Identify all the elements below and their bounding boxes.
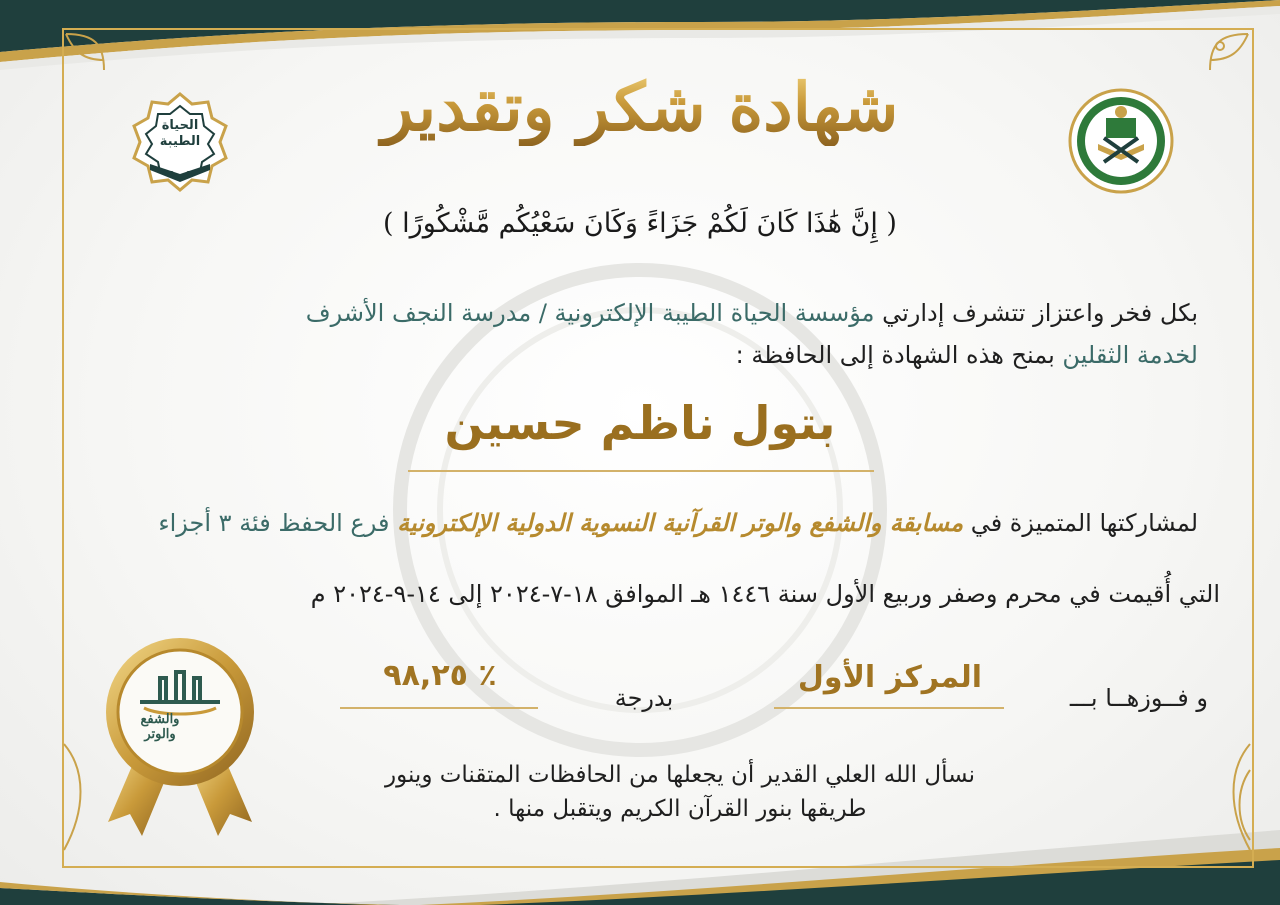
closing-prayer	[300, 758, 1060, 826]
grade-label: بدرجة	[614, 684, 674, 712]
dates-line: التي أُقيمت في محرم وصفر وربيع الأول سنة ١٤٤٦ هـ الموافق ١٨-٧-٢٠٢٤ إلى ١٤-٩-٢٠٢٤ م	[310, 580, 1220, 608]
competition-name: مسابقة والشفع والوتر القرآنية النسوية الدولية الإلكترونية	[397, 508, 964, 537]
corner-ornament-icon	[1188, 740, 1254, 860]
prayer-line-1: نسأل الله العلي القدير أن يجعلها من الحافظات المتقنات وينور	[384, 762, 975, 788]
name-underline	[408, 470, 874, 472]
prayer-line-2: طريقها بنور القرآن الكريم ويتقبل منها .	[493, 796, 867, 822]
recipient-name: بتول ناظم حسين	[444, 396, 836, 450]
score-value: ٪ ٩٨,٢٥	[383, 658, 497, 693]
score-underline	[340, 707, 538, 709]
intro-paragraph	[78, 292, 1198, 376]
participation-text-b: فرع الحفظ فئة ٣ أجزاء	[158, 509, 398, 537]
intro-text-a: بكل فخر واعتزاز تتشرف إدارتي	[874, 299, 1198, 327]
top-decoration	[0, 0, 1280, 70]
quran-verse: ( إِنَّ هَٰذَا كَانَ لَكُمْ جَزَاءً وَكَانَ سَعْيُكُم مَّشْكُورًا )	[383, 208, 897, 239]
intro-text-b: بمنح هذه الشهادة إلى الحافظة :	[735, 341, 1063, 369]
intro-organization-2: لخدمة الثقلين	[1062, 341, 1198, 369]
seal-text: والشفع والوتر	[140, 712, 180, 742]
place-underline	[774, 707, 1004, 709]
won-label: و فــوزهــا بـــ	[1069, 684, 1208, 712]
place-value: المركز الأول	[797, 660, 983, 695]
intro-organization: مؤسسة الحياة الطيبة الإلكترونية / مدرسة النجف الأشرف	[305, 299, 875, 327]
certificate-title: شهادة شكر وتقدير	[0, 68, 1280, 146]
participation-text-a: لمشاركتها المتميزة في	[963, 509, 1198, 537]
participation-line	[78, 508, 1198, 537]
